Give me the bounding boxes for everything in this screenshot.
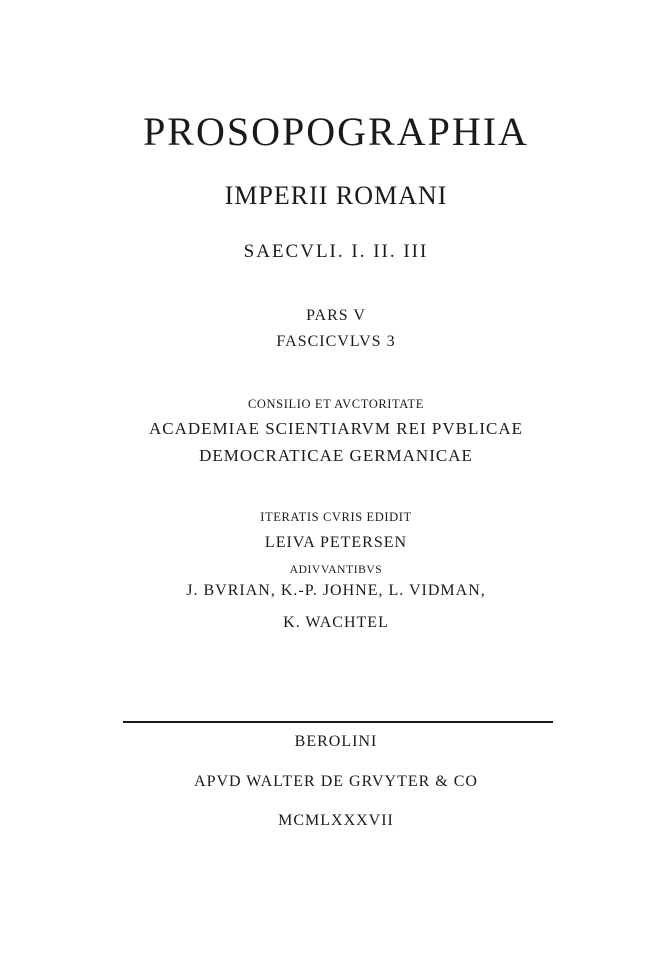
collaborators-line-1: J. BVRIAN, K.-P. JOHNE, L. VIDMAN, — [186, 582, 486, 599]
collaborators-line-2: K. WACHTEL — [283, 614, 389, 631]
editor-name: LEIVA PETERSEN — [264, 534, 408, 551]
academy-line-1: ACADEMIAE SCIENTIARVM REI PVBLICAE — [148, 419, 524, 438]
academy-line-2: DEMOCRATICAE GERMANICAE — [199, 446, 473, 465]
book-subtitle: IMPERII ROMANI — [224, 181, 448, 210]
imprint-publisher: APVD WALTER DE GRVYTER & CO — [194, 773, 478, 790]
imprint-year: MCMLXXXVII — [278, 812, 394, 829]
consilio-line: CONSILIO ET AVCTORITATE — [247, 397, 424, 411]
imprint-place: BEROLINI — [294, 733, 378, 750]
part-number: PARS V — [306, 307, 366, 324]
centuries-line: SAECVLI. I. II. III — [243, 241, 429, 262]
fascicle-number: FASCICVLVS 3 — [276, 333, 396, 350]
imprint-divider — [123, 721, 553, 723]
book-title: PROSOPOGRAPHIA — [143, 109, 529, 154]
edited-by-line: ITERATIS CVRIS EDIDIT — [260, 510, 412, 524]
assisting-line: ADIVVANTIBVS — [289, 564, 383, 576]
